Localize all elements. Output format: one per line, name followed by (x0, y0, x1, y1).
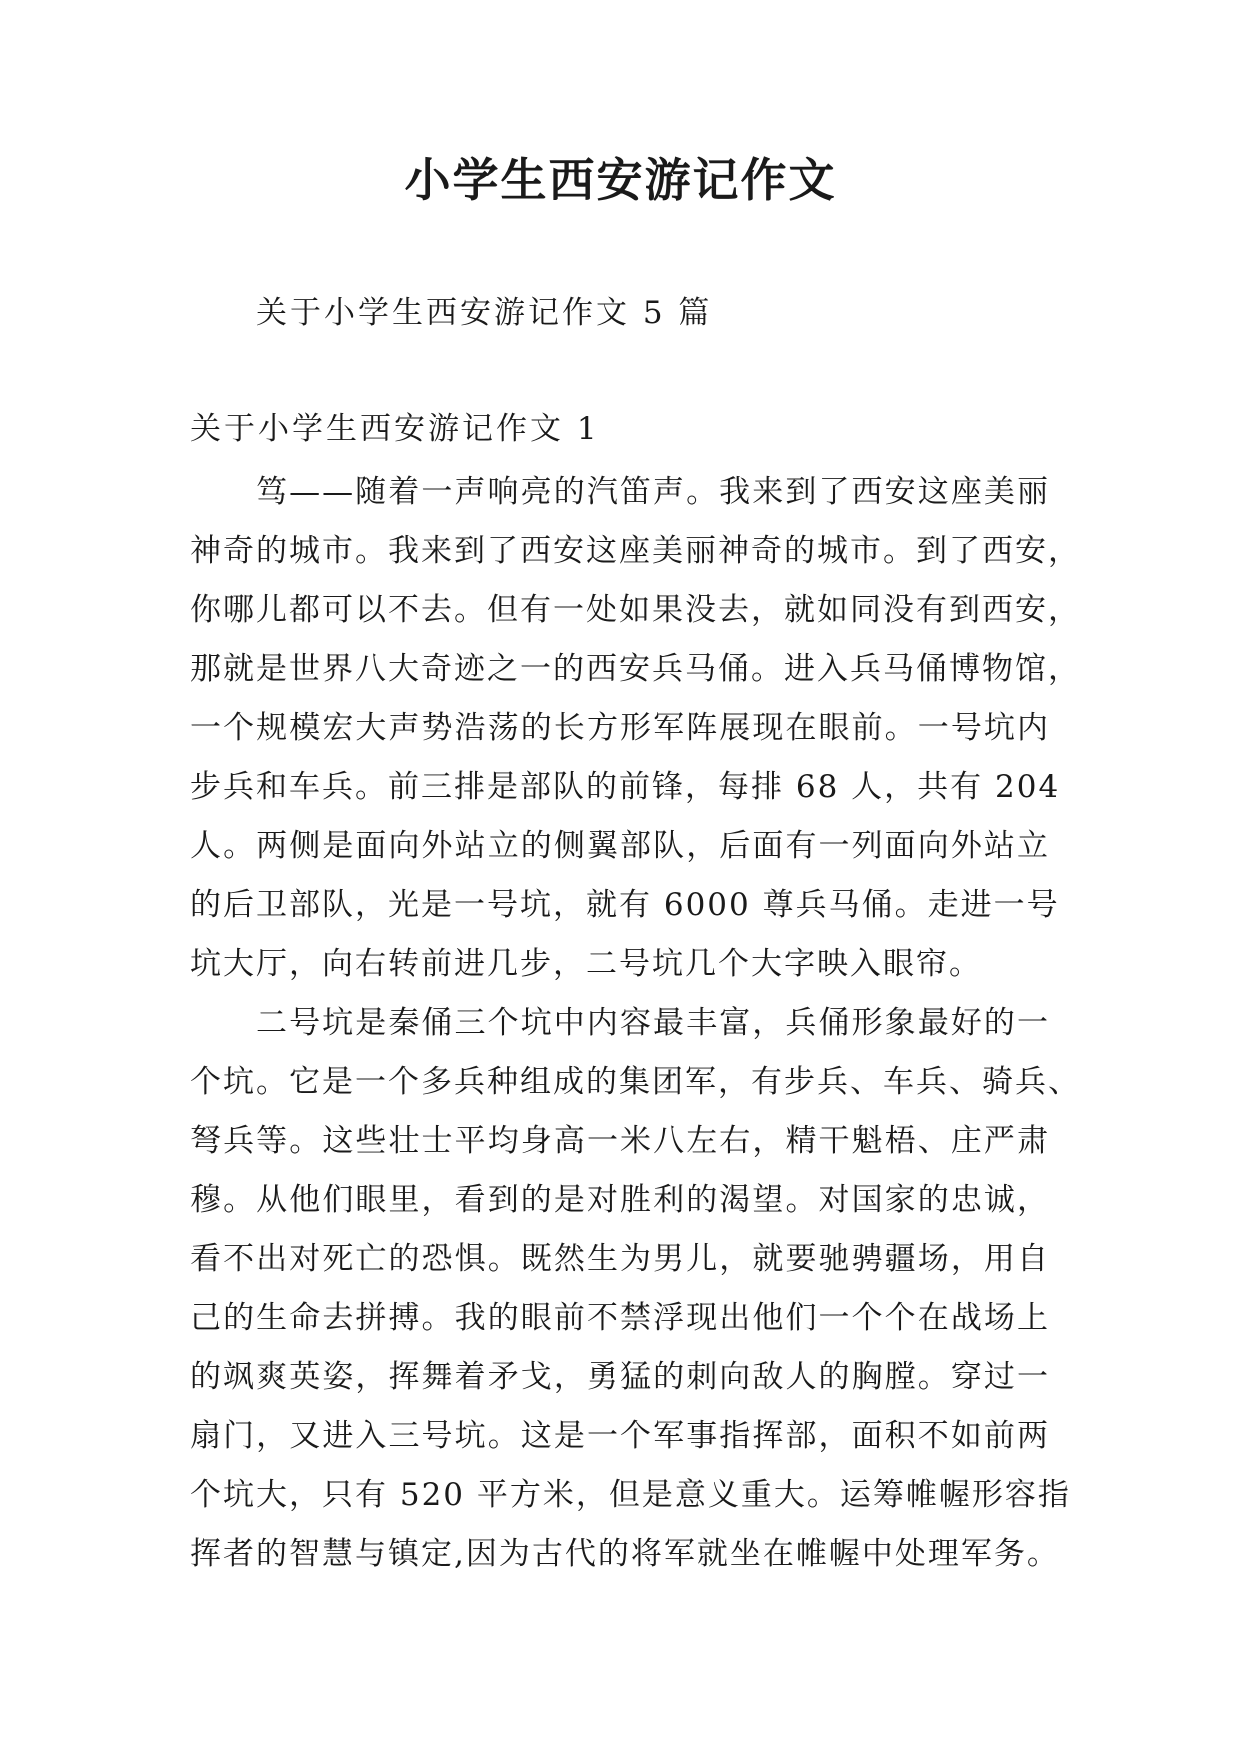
document-body (190, 463, 1081, 1584)
text-line: 笃——随着一声响亮的汽笛声。我来到了西安这座美丽 (256, 474, 1050, 510)
text-line: 一个规模宏大声势浩荡的长方形军阵展现在眼前。一号坑内 (190, 710, 1050, 746)
text-line: 神奇的城市。我来到了西安这座美丽神奇的城市。到了西安， (190, 533, 1081, 569)
section-heading: 关于小学生西安游记作文 1 (190, 411, 600, 447)
text-line: 个坑。它是一个多兵种组成的集团军，有步兵、车兵、骑兵、 (190, 1064, 1081, 1100)
text-line: 坑大厅，向右转前进几步，二号坑几个大字映入眼帘。 (190, 946, 982, 982)
text-line: 步兵和车兵。前三排是部队的前锋，每排 68 人，共有 204 (190, 769, 1061, 805)
paragraph (190, 994, 1081, 1584)
text-line: 人。两侧是面向外站立的侧翼部队，后面有一列面向外站立 (190, 828, 1050, 864)
text-line: 那就是世界八大奇迹之一的西安兵马俑。进入兵马俑博物馆， (190, 651, 1081, 687)
text-line: 扇门，又进入三号坑。这是一个军事指挥部，面积不如前两 (190, 1418, 1050, 1454)
document-subtitle: 关于小学生西安游记作文 5 篇 (256, 295, 713, 331)
text-line: 二号坑是秦俑三个坑中内容最丰富，兵俑形象最好的一 (256, 1005, 1050, 1041)
text-line: 个坑大，只有 520 平方米，但是意义重大。运筹帷幄形容指 (190, 1477, 1071, 1513)
text-line: 穆。从他们眼里，看到的是对胜利的渴望。对国家的忠诚， (190, 1182, 1050, 1218)
paragraph (190, 463, 1081, 994)
text-line: 看不出对死亡的恐惧。既然生为男儿，就要驰骋疆场，用自 (190, 1241, 1050, 1277)
text-line: 你哪儿都可以不去。但有一处如果没去，就如同没有到西安， (190, 592, 1081, 628)
text-line: 挥者的智慧与镇定,因为古代的将军就坐在帷幄中处理军务。 (190, 1536, 1060, 1572)
text-line: 的后卫部队，光是一号坑，就有 6000 尊兵马俑。走进一号 (190, 887, 1060, 923)
text-line: 的飒爽英姿，挥舞着矛戈，勇猛的刺向敌人的胸膛。穿过一 (190, 1359, 1050, 1395)
document-title: 小学生西安游记作文 (404, 153, 837, 207)
text-line: 己的生命去拼搏。我的眼前不禁浮现出他们一个个在战场上 (190, 1300, 1050, 1336)
text-line: 弩兵等。这些壮士平均身高一米八左右，精干魁梧、庄严肃 (190, 1123, 1050, 1159)
